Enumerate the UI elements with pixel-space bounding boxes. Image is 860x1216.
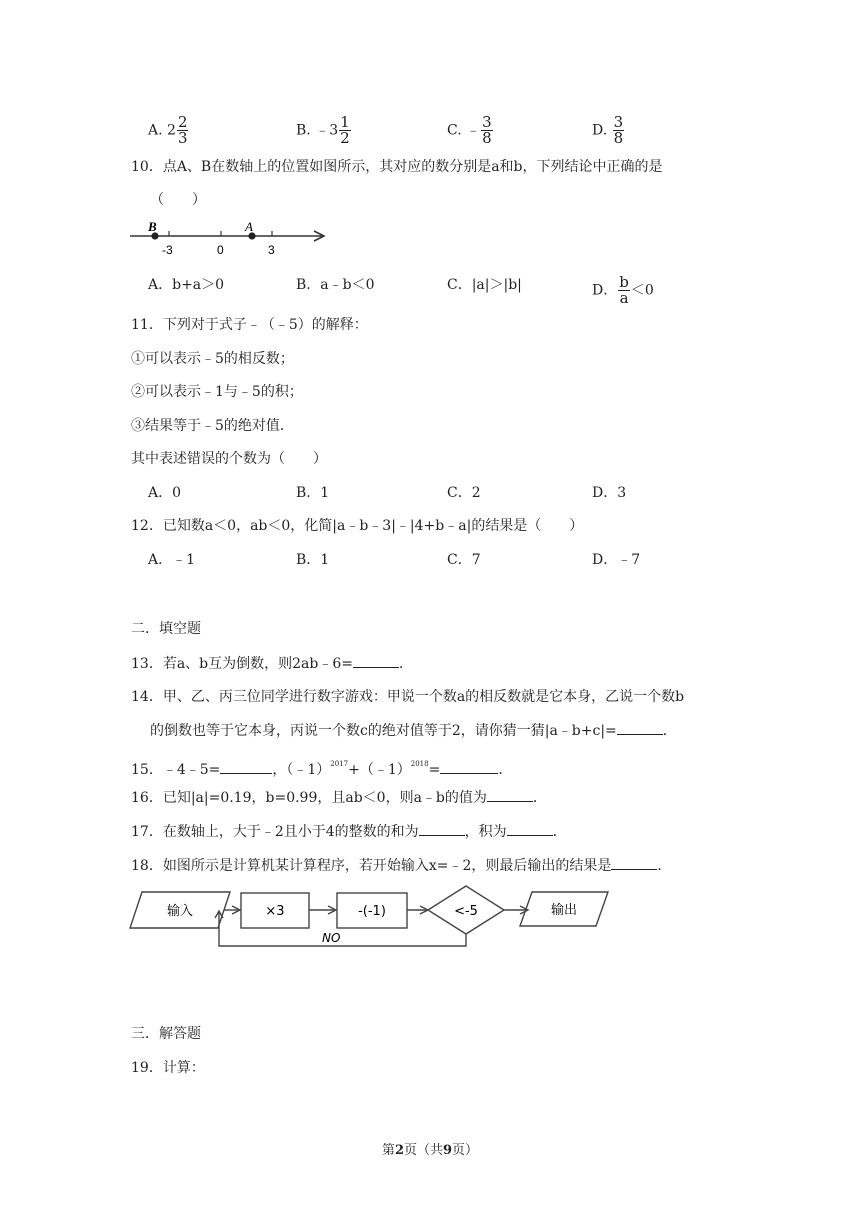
q15-plus: +（﹣1） (348, 762, 411, 778)
number-line (126, 216, 336, 260)
q18-end: ． (657, 858, 672, 874)
denominator: 3 (177, 129, 188, 147)
total-pages: 9 (443, 1143, 453, 1158)
q15-mid: ，（﹣1） (272, 762, 331, 778)
q17-end: ． (552, 824, 567, 840)
q17 (131, 821, 567, 842)
q12-option-c: C．7 (447, 552, 481, 568)
q15 (131, 754, 512, 780)
answer-blank[interactable] (220, 759, 272, 774)
condition-label: <-5 (454, 904, 478, 919)
q9-option-b (296, 115, 352, 146)
whole-part: 2 (167, 122, 176, 139)
q11-statement-1: ①可以表示﹣5的相反数； (131, 351, 294, 367)
q16 (131, 787, 547, 808)
tick-3-label: 3 (268, 243, 275, 257)
q10-option-d (592, 275, 654, 306)
answer-blank[interactable] (507, 821, 553, 836)
q17-mid: ，积为 (464, 824, 507, 840)
q18 (131, 855, 671, 876)
q10-option-a: A．b+a＞0 (148, 277, 225, 293)
numerator: 3 (482, 113, 492, 131)
relation: ＜0 (630, 282, 654, 299)
option-label: A. (148, 122, 168, 139)
q14-end: ． (662, 723, 677, 739)
fraction (177, 115, 189, 146)
q15-text: 15．﹣4﹣5= (131, 762, 221, 778)
fraction (618, 275, 630, 306)
q10-option-b: B．a﹣b＜0 (296, 277, 375, 293)
denominator: 2 (340, 129, 350, 147)
q11-statement-2: ②可以表示﹣1与﹣5的积； (131, 384, 303, 400)
q14-line-1: 14．甲、乙、丙三位同学进行数字游戏：甲说一个数a的相反数就是它本身，乙说一个数b (131, 689, 685, 705)
q12-option-b: B．1 (296, 552, 330, 568)
multiply-label: ×3 (265, 904, 285, 919)
footer-mid: 页（共 (403, 1143, 443, 1158)
whole-part: ﹣3 (315, 122, 339, 139)
exponent: 2018 (410, 760, 429, 768)
fraction (339, 115, 351, 146)
tick-0-label: 0 (217, 243, 224, 257)
q11-stem: 11．下列对于式子﹣（﹣5）的解释： (131, 317, 368, 333)
tick-neg3-label: -3 (162, 243, 173, 257)
q18-text: 18．如图所示是计算机某计算程序，若开始输入x=﹣2，则最后输出的结果是 (131, 858, 612, 874)
answer-blank[interactable] (353, 653, 399, 668)
q11-option-b: B．1 (296, 485, 330, 501)
answer-blank[interactable] (419, 821, 465, 836)
option-label: D. (592, 122, 612, 139)
page-number: 2 (394, 1143, 404, 1158)
answer-blank[interactable] (487, 787, 533, 802)
numerator: 1 (340, 113, 350, 131)
q10-stem: 10．点A、B在数轴上的位置如图所示，其对应的数分别是a和b，下列结论中正确的是 (131, 159, 663, 175)
denominator: 8 (482, 129, 492, 147)
q14-line-2 (150, 720, 677, 741)
q17-text: 17．在数轴上，大于﹣2且小于4的整数的和为 (131, 824, 419, 840)
numerator: 2 (177, 113, 188, 131)
exponent: 2017 (330, 760, 349, 768)
input-label: 输入 (166, 904, 194, 919)
q16-text: 16．已知|a|=0.19，b=0.99，且ab＜0，则a﹣b的值为 (131, 790, 487, 806)
q10-paren: （ ） (150, 192, 206, 208)
label-b: B (148, 219, 157, 234)
q16-end: ． (532, 790, 547, 806)
numerator: b (619, 273, 629, 291)
sign: ﹣ (466, 122, 481, 139)
q11-statement-3: ③结果等于﹣5的绝对值． (131, 418, 294, 434)
q14-text: 的倒数也等于它本身，丙说一个数c的绝对值等于2，请你猜一猜|a﹣b+c|= (150, 723, 617, 739)
denominator: a (619, 289, 629, 307)
q19-stem: 19．计算： (131, 1060, 205, 1076)
footer-post: 页） (452, 1143, 479, 1158)
option-label: C. (447, 122, 467, 139)
section-solve-heading: 三．解答题 (131, 1026, 201, 1042)
no-label: NO (322, 931, 341, 945)
q9-option-a (148, 115, 189, 146)
output-label: 输出 (550, 903, 578, 918)
denominator: 8 (613, 129, 624, 147)
q9-option-d (592, 115, 625, 146)
option-label: D． (592, 282, 618, 299)
answer-blank[interactable] (611, 855, 657, 870)
section-fill-in-heading: 二．填空题 (131, 621, 201, 637)
fraction (481, 115, 493, 146)
numerator: 3 (613, 113, 624, 131)
answer-blank[interactable] (617, 720, 663, 735)
subtract-label: -(-1) (358, 904, 386, 919)
q12-option-d: D．﹣7 (592, 552, 641, 568)
loop-line (219, 912, 466, 946)
q11-option-a: A．0 (148, 485, 182, 501)
answer-blank[interactable] (440, 759, 498, 774)
q13-text: 13．若a、b互为倒数，则2ab﹣6= (131, 656, 353, 672)
q15-eq: = (428, 762, 441, 778)
q11-option-c: C．2 (447, 485, 481, 501)
option-label: B. (296, 122, 316, 139)
q9-option-c (447, 115, 494, 146)
footer-pre: 第 (381, 1143, 395, 1158)
label-a: A (245, 219, 253, 234)
page-footer (0, 1139, 860, 1158)
q12-stem: 12．已知数a＜0，ab＜0，化简|a﹣b﹣3|﹣|4+b﹣a|的结果是（ ） (131, 518, 584, 534)
flowchart (126, 884, 646, 952)
q12-option-a: A．﹣1 (148, 552, 196, 568)
q10-option-c: C．|a|＞|b| (447, 277, 522, 293)
fraction (613, 115, 625, 146)
q11-option-d: D．3 (592, 485, 627, 501)
q13-end: ． (398, 656, 413, 672)
q11-question: 其中表述错误的个数为（ ） (131, 451, 327, 467)
q13 (131, 653, 413, 674)
q15-end: ． (498, 762, 513, 778)
